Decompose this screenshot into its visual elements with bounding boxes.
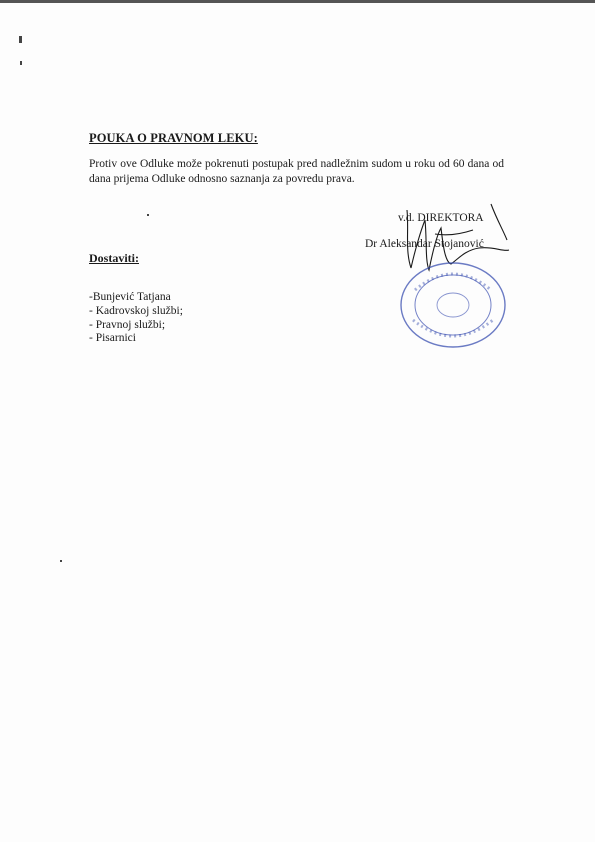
recipients-list (89, 291, 183, 346)
official-stamp (395, 260, 510, 350)
scan-speck (60, 560, 62, 562)
scan-speck (147, 214, 149, 216)
scan-top-edge (0, 0, 595, 3)
recipient-item: -Bunjević Tatjana (89, 291, 171, 303)
legal-remedy-text: Protiv ove Odluke može pokrenuti postupak pred nadležnim sudom u roku od 60 dana od dana prijema Odluke odnosno saznanja za povredu prava. (89, 158, 504, 185)
recipient-item: - Pravnoj službi; (89, 318, 166, 331)
scan-speck (20, 61, 22, 65)
recipient-item: - Kadrovskoj službi; (89, 304, 183, 317)
legal-remedy-heading: POUKA O PRAVNOM LEKU: (89, 131, 258, 145)
dostaviti-label: Dostaviti: (89, 251, 139, 265)
recipient-item: - Pisarnici (89, 332, 136, 345)
scan-speck (19, 36, 22, 43)
director-title: v.d. DIREKTORA (398, 212, 484, 224)
director-name: Dr Aleksandar Stojanović (365, 238, 484, 250)
